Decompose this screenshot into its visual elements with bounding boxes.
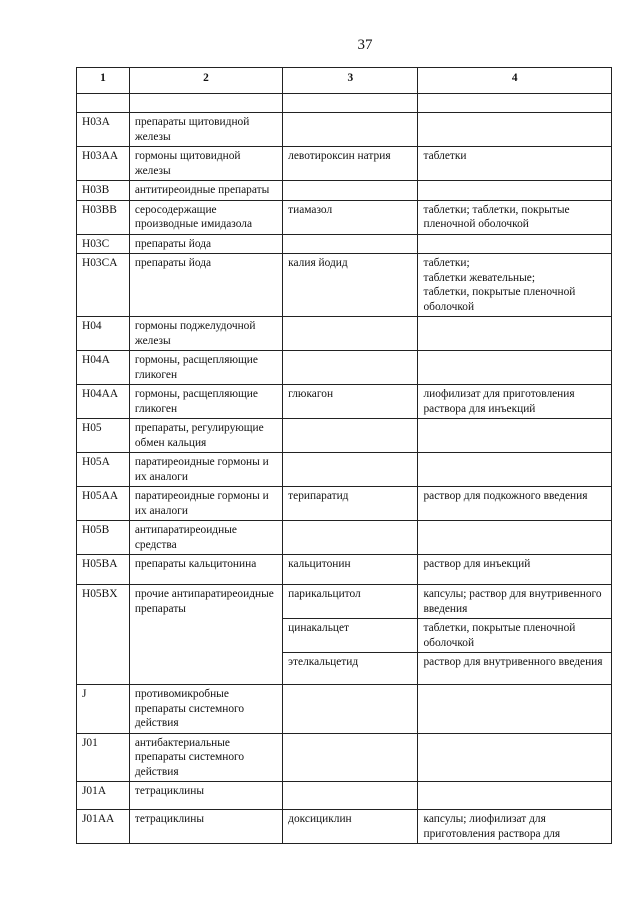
dosage-form-cell bbox=[418, 521, 612, 555]
dosage-form-cell bbox=[418, 782, 612, 810]
substance-cell: кальцитонин bbox=[283, 555, 418, 585]
code-cell: H03A bbox=[77, 113, 130, 147]
group-cell: антипаратиреоидные средства bbox=[129, 521, 282, 555]
group-cell: тетрациклины bbox=[129, 810, 282, 844]
table-row bbox=[77, 453, 612, 487]
code-cell: H05BX bbox=[77, 585, 130, 685]
code-cell: H05A bbox=[77, 453, 130, 487]
table-body bbox=[77, 94, 612, 844]
code-cell: H04AA bbox=[77, 385, 130, 419]
group-cell: препараты йода bbox=[129, 254, 282, 317]
dosage-form-cell bbox=[418, 317, 612, 351]
substance-cell: левотироксин натрия bbox=[283, 147, 418, 181]
substance-cell bbox=[283, 733, 418, 782]
group-cell: антибактериальные препараты системного действия bbox=[129, 733, 282, 782]
group-cell: препараты щитовидной железы bbox=[129, 113, 282, 147]
code-cell: H04 bbox=[77, 317, 130, 351]
table-row bbox=[77, 200, 612, 234]
table-row bbox=[77, 147, 612, 181]
header-col-1: 1 bbox=[77, 68, 130, 94]
dosage-form-cell: капсулы; раствор для внутривенного введения bbox=[418, 585, 612, 619]
table-row bbox=[77, 181, 612, 201]
code-cell: H05BA bbox=[77, 555, 130, 585]
group-cell: прочие антипаратиреоидные препараты bbox=[129, 585, 282, 685]
substance-cell bbox=[283, 234, 418, 254]
code-cell: H03BB bbox=[77, 200, 130, 234]
substance-cell: этелкальцетид bbox=[283, 653, 418, 685]
table-row bbox=[77, 555, 612, 585]
group-cell: гормоны, расщепляющие гликоген bbox=[129, 351, 282, 385]
dosage-form-cell: капсулы; лиофилизат для приготовления раствора для bbox=[418, 810, 612, 844]
group-cell: гормоны поджелудочной железы bbox=[129, 317, 282, 351]
group-cell: препараты йода bbox=[129, 234, 282, 254]
group-cell: антитиреоидные препараты bbox=[129, 181, 282, 201]
dosage-form-cell bbox=[418, 234, 612, 254]
dosage-form-cell bbox=[418, 351, 612, 385]
table-row bbox=[77, 685, 612, 734]
substance-cell: тиамазол bbox=[283, 200, 418, 234]
dosage-form-cell bbox=[418, 113, 612, 147]
drug-classification-table bbox=[76, 67, 612, 844]
substance-cell bbox=[283, 685, 418, 734]
group-cell: тетрациклины bbox=[129, 782, 282, 810]
table-row bbox=[77, 733, 612, 782]
group-cell: паратиреоидные гормоны и их аналоги bbox=[129, 453, 282, 487]
group-cell: препараты кальцитонина bbox=[129, 555, 282, 585]
table-row bbox=[77, 487, 612, 521]
spacer-cell bbox=[129, 94, 282, 113]
dosage-form-cell: раствор для подкожного введения bbox=[418, 487, 612, 521]
code-cell: H05AA bbox=[77, 487, 130, 521]
substance-cell bbox=[283, 453, 418, 487]
table-row bbox=[77, 385, 612, 419]
dosage-form-cell bbox=[418, 419, 612, 453]
dosage-form-cell bbox=[418, 453, 612, 487]
substance-cell: парикальцитол bbox=[283, 585, 418, 619]
code-cell: H03C bbox=[77, 234, 130, 254]
dosage-form-cell bbox=[418, 685, 612, 734]
substance-cell: терипаратид bbox=[283, 487, 418, 521]
table-row bbox=[77, 317, 612, 351]
code-cell: H03B bbox=[77, 181, 130, 201]
group-cell: препараты, регулирующие обмен кальция bbox=[129, 419, 282, 453]
code-cell: H03AA bbox=[77, 147, 130, 181]
substance-cell bbox=[283, 521, 418, 555]
table-row bbox=[77, 113, 612, 147]
table-row bbox=[77, 234, 612, 254]
code-cell: J01A bbox=[77, 782, 130, 810]
code-cell: H05 bbox=[77, 419, 130, 453]
dosage-form-cell: таблетки, покрытые пленочной оболочкой bbox=[418, 619, 612, 653]
table-row bbox=[77, 782, 612, 810]
code-cell: J01 bbox=[77, 733, 130, 782]
page-number: 37 bbox=[357, 37, 373, 53]
spacer-row bbox=[77, 94, 612, 113]
group-cell: гормоны, расщепляющие гликоген bbox=[129, 385, 282, 419]
group-cell: противомикробные препараты системного действия bbox=[129, 685, 282, 734]
substance-cell: цинакальцет bbox=[283, 619, 418, 653]
substance-cell bbox=[283, 351, 418, 385]
table-row bbox=[77, 585, 612, 619]
group-cell: паратиреоидные гормоны и их аналоги bbox=[129, 487, 282, 521]
substance-cell bbox=[283, 419, 418, 453]
substance-cell: глюкагон bbox=[283, 385, 418, 419]
substance-cell: доксициклин bbox=[283, 810, 418, 844]
dosage-form-cell: таблетки bbox=[418, 147, 612, 181]
table-row bbox=[77, 419, 612, 453]
table-row bbox=[77, 254, 612, 317]
dosage-form-cell bbox=[418, 181, 612, 201]
substance-cell bbox=[283, 181, 418, 201]
table-row bbox=[77, 351, 612, 385]
dosage-form-cell: таблетки; таблетки, покрытые пленочной оболочкой bbox=[418, 200, 612, 234]
spacer-cell bbox=[418, 94, 612, 113]
code-cell: H04A bbox=[77, 351, 130, 385]
substance-cell bbox=[283, 317, 418, 351]
substance-cell bbox=[283, 113, 418, 147]
substance-cell bbox=[283, 782, 418, 810]
code-cell: H05B bbox=[77, 521, 130, 555]
dosage-form-cell: раствор для внутривенного введения bbox=[418, 653, 612, 685]
substance-cell: калия йодид bbox=[283, 254, 418, 317]
header-col-4: 4 bbox=[418, 68, 612, 94]
dosage-form-cell: таблетки; таблетки жевательные; таблетки, покрытые пленочной оболочкой bbox=[418, 254, 612, 317]
code-cell: J01AA bbox=[77, 810, 130, 844]
header-row bbox=[77, 68, 612, 94]
dosage-form-cell: раствор для инъекций bbox=[418, 555, 612, 585]
table-row bbox=[77, 521, 612, 555]
group-cell: серосодержащие производные имидазола bbox=[129, 200, 282, 234]
code-cell: H03CA bbox=[77, 254, 130, 317]
header-col-2: 2 bbox=[129, 68, 282, 94]
table-row bbox=[77, 810, 612, 844]
spacer-cell bbox=[77, 94, 130, 113]
dosage-form-cell bbox=[418, 733, 612, 782]
header-col-3: 3 bbox=[283, 68, 418, 94]
group-cell: гормоны щитовидной железы bbox=[129, 147, 282, 181]
code-cell: J bbox=[77, 685, 130, 734]
spacer-cell bbox=[283, 94, 418, 113]
dosage-form-cell: лиофилизат для приготовления раствора для инъекций bbox=[418, 385, 612, 419]
